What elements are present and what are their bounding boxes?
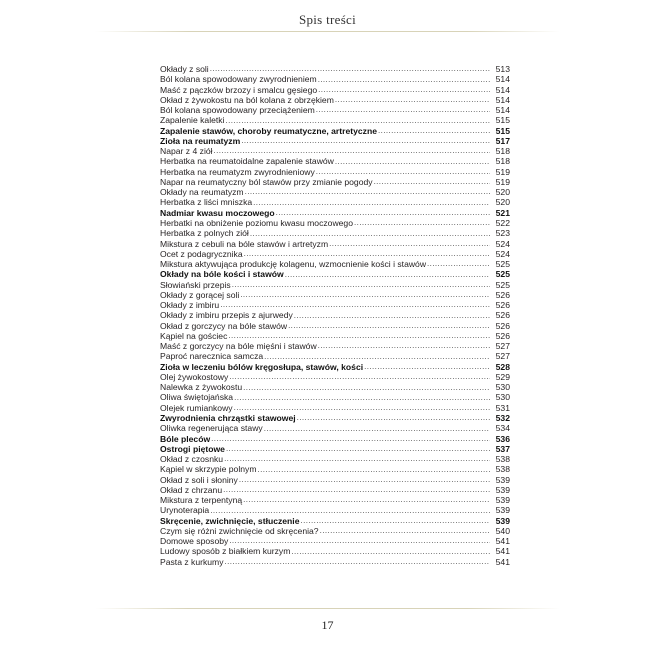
dot-leader: [239, 475, 490, 485]
toc-entry-title: Słowiański przepis: [160, 279, 231, 290]
toc-entry-page-number: 526: [495, 320, 510, 331]
toc-entry-title: Oliwa świętojańska: [160, 392, 234, 403]
toc-entry[interactable]: [160, 290, 510, 300]
dot-leader: [264, 351, 490, 361]
toc-entry-title: Kąpiel na gościec: [160, 330, 228, 341]
toc-entry-page-number: 517: [495, 135, 510, 146]
toc-entry-page-number: 540: [495, 525, 510, 536]
dot-leader: [234, 403, 490, 413]
toc-section-entry[interactable]: [160, 136, 510, 146]
toc-entry-page-number: 526: [495, 330, 510, 341]
toc-entry-title: Zapalenie stawów, choroby reumatyczne, artretyczne: [160, 125, 377, 136]
toc-entry-page-number: 518: [495, 146, 510, 157]
toc-entry[interactable]: [160, 197, 510, 207]
toc-entry-page-number: 529: [495, 371, 510, 382]
toc-entry-page-number: 539: [495, 515, 510, 526]
toc-entry-title: Oliwka regenerująca stawy: [160, 423, 263, 434]
toc-entry-title: Czym się różni zwichnięcie od skręcenia?: [160, 525, 319, 536]
toc-section-entry[interactable]: [160, 208, 510, 218]
toc-entry-title: Okłady na bóle kości i stawów: [160, 269, 284, 280]
toc-entry-page-number: 514: [495, 84, 510, 95]
toc-entry-title: Ocet z podagrycznika: [160, 248, 243, 259]
toc-entry-title: Okłady z gorącej soli: [160, 289, 240, 300]
toc-entry[interactable]: [160, 300, 510, 310]
toc-entry-page-number: 526: [495, 300, 510, 311]
toc-entry[interactable]: [160, 74, 510, 84]
toc-entry[interactable]: [160, 105, 510, 115]
toc-entry[interactable]: [160, 393, 510, 403]
toc-entry-title: Mikstura z terpentyną: [160, 495, 243, 506]
toc-entry-title: Ludowy sposób z białkiem kurzym: [160, 546, 291, 557]
toc-entry[interactable]: [160, 382, 510, 392]
toc-entry-title: Olej żywokostowy: [160, 371, 229, 382]
dot-leader: [243, 382, 490, 392]
dot-leader: [232, 280, 490, 290]
dot-leader: [225, 557, 490, 567]
dot-leader: [276, 208, 490, 218]
toc-entry[interactable]: [160, 454, 510, 464]
table-of-contents: [160, 64, 510, 567]
toc-entry-page-number: 519: [495, 166, 510, 177]
toc-entry-page-number: 522: [495, 217, 510, 228]
toc-section-entry[interactable]: [160, 362, 510, 372]
toc-entry-title: Urynoterapia: [160, 505, 210, 516]
dot-leader: [226, 444, 490, 454]
toc-entry[interactable]: [160, 423, 510, 433]
page-number: 17: [321, 618, 334, 632]
toc-entry[interactable]: [160, 177, 510, 187]
dot-leader: [229, 372, 490, 382]
toc-entry-title: Maść z pączków brzozy i smalcu gęsiego: [160, 84, 318, 95]
dot-leader: [335, 95, 490, 105]
dot-leader: [210, 64, 490, 74]
dot-leader: [241, 136, 490, 146]
toc-entry-page-number: 528: [495, 361, 510, 372]
toc-entry[interactable]: [160, 372, 510, 382]
dot-leader: [316, 105, 490, 115]
toc-entry-page-number: 518: [495, 156, 510, 167]
toc-entry-page-number: 519: [495, 176, 510, 187]
toc-entry-page-number: 541: [495, 546, 510, 557]
toc-entry[interactable]: [160, 475, 510, 485]
dot-leader: [374, 177, 490, 187]
toc-entry-page-number: 539: [495, 474, 510, 485]
toc-entry-page-number: 524: [495, 238, 510, 249]
dot-leader: [318, 341, 490, 351]
toc-entry[interactable]: [160, 331, 510, 341]
toc-entry-page-number: 527: [495, 351, 510, 362]
toc-entry-title: Kąpiel w skrzypie polnym: [160, 464, 257, 475]
toc-entry-title: Zioła na reumatyzm: [160, 135, 241, 146]
toc-entry-title: Okład z czosnku: [160, 454, 224, 465]
toc-entry-title: Napar z 4 ziół: [160, 146, 213, 157]
dot-leader: [211, 434, 490, 444]
toc-entry-title: Mikstura aktywująca produkcję kolagenu, wzmocnienie kości i stawów: [160, 259, 427, 270]
dot-leader: [240, 290, 490, 300]
toc-entry-title: Okład z gorczycy na bóle stawów: [160, 320, 288, 331]
toc-entry[interactable]: [160, 351, 510, 361]
dot-leader: [291, 546, 490, 556]
toc-entry[interactable]: [160, 259, 510, 269]
toc-entry-page-number: 527: [495, 341, 510, 352]
toc-entry-page-number: 525: [495, 259, 510, 270]
dot-leader: [288, 321, 490, 331]
toc-entry-page-number: 514: [495, 94, 510, 105]
toc-entry[interactable]: [160, 557, 510, 567]
toc-entry-page-number: 532: [495, 413, 510, 424]
toc-entry[interactable]: [160, 228, 510, 238]
toc-section-entry[interactable]: [160, 126, 510, 136]
toc-entry-title: Maść z gorczycy na bóle mięśni i stawów: [160, 341, 317, 352]
toc-entry-title: Bóle pleców: [160, 433, 211, 444]
dot-leader: [318, 74, 490, 84]
toc-entry-title: Okłady z imbiru przepis z ajurwedy: [160, 310, 293, 321]
toc-entry-title: Ostrogi piętowe: [160, 443, 225, 454]
toc-entry[interactable]: [160, 495, 510, 505]
toc-entry[interactable]: [160, 187, 510, 197]
toc-entry-title: Herbatka na reumatyzm zwyrodnieniowy: [160, 166, 315, 177]
dot-leader: [297, 413, 490, 423]
dot-leader: [285, 269, 490, 279]
dot-leader: [226, 115, 491, 125]
toc-entry-page-number: 538: [495, 454, 510, 465]
toc-entry-page-number: 536: [495, 433, 510, 444]
dot-leader: [253, 197, 490, 207]
toc-entry-page-number: 514: [495, 105, 510, 116]
dot-leader: [224, 454, 490, 464]
toc-entry[interactable]: [160, 403, 510, 413]
toc-entry[interactable]: [160, 239, 510, 249]
dot-leader: [427, 259, 490, 269]
toc-entry-page-number: 526: [495, 310, 510, 321]
toc-entry-page-number: 530: [495, 382, 510, 393]
toc-entry[interactable]: [160, 85, 510, 95]
dot-leader: [264, 423, 490, 433]
toc-entry-title: Pasta z kurkumy: [160, 556, 224, 567]
dot-leader: [378, 126, 490, 136]
toc-entry-page-number: 513: [495, 64, 510, 74]
dot-leader: [294, 310, 490, 320]
dot-leader: [210, 505, 490, 515]
dot-leader: [214, 146, 490, 156]
dot-leader: [229, 536, 490, 546]
toc-entry[interactable]: [160, 95, 510, 105]
toc-entry-title: Herbatka z liści mniszka: [160, 197, 253, 208]
toc-entry[interactable]: [160, 505, 510, 515]
toc-entry-title: Okład z chrzanu: [160, 484, 223, 495]
toc-section-entry[interactable]: [160, 444, 510, 454]
page-header-title: Spis treści: [298, 12, 357, 27]
toc-entry-page-number: 539: [495, 484, 510, 495]
toc-entry[interactable]: [160, 156, 510, 166]
dot-leader: [364, 362, 490, 372]
toc-entry-title: Paproć narecznica samcza: [160, 351, 264, 362]
toc-entry-page-number: 520: [495, 197, 510, 208]
toc-entry[interactable]: [160, 485, 510, 495]
toc-entry-title: Skręcenie, zwichnięcie, stłuczenie: [160, 515, 300, 526]
dot-leader: [257, 464, 490, 474]
toc-entry-title: Ból kolana spowodowany zwyrodnieniem: [160, 74, 317, 85]
toc-entry[interactable]: [160, 546, 510, 556]
toc-entry-page-number: 515: [495, 125, 510, 136]
toc-entry-page-number: 530: [495, 392, 510, 403]
toc-entry-page-number: 524: [495, 248, 510, 259]
toc-entry-page-number: 515: [495, 115, 510, 126]
dot-leader: [220, 300, 490, 310]
toc-entry-page-number: 531: [495, 402, 510, 413]
toc-entry-title: Napar na reumatyczny ból stawów przy zmianie pogody: [160, 176, 373, 187]
toc-entry[interactable]: [160, 464, 510, 474]
toc-entry-title: Okład z soli i słoniny: [160, 474, 238, 485]
toc-entry-page-number: 539: [495, 505, 510, 516]
header-divider: [95, 31, 560, 32]
dot-leader: [245, 187, 490, 197]
toc-entry-title: Ból kolana spowodowany przeciążeniem: [160, 105, 315, 116]
dot-leader: [250, 228, 490, 238]
toc-entry-title: Okłady z imbiru: [160, 300, 220, 311]
toc-entry-page-number: 541: [495, 556, 510, 567]
toc-entry[interactable]: [160, 64, 510, 74]
toc-entry-title: Herbatka z polnych ziół: [160, 228, 249, 239]
toc-section-entry[interactable]: [160, 269, 510, 279]
toc-entry-title: Zwyrodnienia chrząstki stawowej: [160, 413, 296, 424]
toc-entry-page-number: 537: [495, 443, 510, 454]
toc-entry-title: Domowe sposoby: [160, 536, 229, 547]
toc-entry-page-number: 514: [495, 74, 510, 85]
dot-leader: [329, 239, 490, 249]
toc-entry[interactable]: [160, 280, 510, 290]
dot-leader: [354, 218, 490, 228]
toc-entry-title: Herbatka na reumatoidalne zapalenie stawów: [160, 156, 334, 167]
dot-leader: [223, 485, 490, 495]
toc-entry-title: Nalewka z żywokostu: [160, 382, 243, 393]
toc-entry[interactable]: [160, 341, 510, 351]
toc-entry[interactable]: [160, 146, 510, 156]
toc-entry[interactable]: [160, 321, 510, 331]
toc-entry-page-number: 521: [495, 207, 510, 218]
toc-entry-title: Zapalenie kaletki: [160, 115, 225, 126]
dot-leader: [318, 85, 490, 95]
toc-entry[interactable]: [160, 249, 510, 259]
toc-entry-page-number: 523: [495, 228, 510, 239]
toc-entry-page-number: 539: [495, 495, 510, 506]
dot-leader: [335, 156, 490, 166]
dot-leader: [300, 516, 490, 526]
dot-leader: [228, 331, 490, 341]
toc-entry-page-number: 525: [495, 269, 510, 280]
toc-entry-title: Herbatki na obniżenie poziomu kwasu moczowego: [160, 217, 353, 228]
toc-section-entry[interactable]: [160, 413, 510, 423]
dot-leader: [320, 526, 490, 536]
footer-divider: [95, 608, 560, 609]
toc-entry-title: Zioła w leczeniu bólów kręgosłupa, stawów, kości: [160, 361, 364, 372]
toc-entry-page-number: 541: [495, 536, 510, 547]
toc-entry-page-number: 538: [495, 464, 510, 475]
toc-entry-title: Mikstura z cebuli na bóle stawów i artretyzm: [160, 238, 329, 249]
toc-entry-title: Olejek rumiankowy: [160, 402, 233, 413]
toc-entry-page-number: 520: [495, 187, 510, 198]
toc-entry[interactable]: [160, 167, 510, 177]
toc-entry-title: Okłady na reumatyzm: [160, 187, 244, 198]
toc-entry[interactable]: [160, 218, 510, 228]
toc-entry-page-number: 534: [495, 423, 510, 434]
toc-entry-page-number: 526: [495, 289, 510, 300]
toc-entry-title: Nadmiar kwasu moczowego: [160, 207, 275, 218]
dot-leader: [244, 249, 490, 259]
toc-section-entry[interactable]: [160, 434, 510, 444]
toc-section-entry[interactable]: [160, 516, 510, 526]
toc-entry-page-number: 525: [495, 279, 510, 290]
toc-entry[interactable]: [160, 526, 510, 536]
toc-entry-title: Okład z żywokostu na ból kolana z obrzękiem: [160, 94, 334, 105]
dot-leader: [316, 167, 490, 177]
toc-entry-title: Okłady z soli: [160, 64, 209, 74]
dot-leader: [234, 393, 490, 403]
toc-entry[interactable]: [160, 115, 510, 125]
toc-entry[interactable]: [160, 310, 510, 320]
toc-entry[interactable]: [160, 536, 510, 546]
dot-leader: [243, 495, 490, 505]
